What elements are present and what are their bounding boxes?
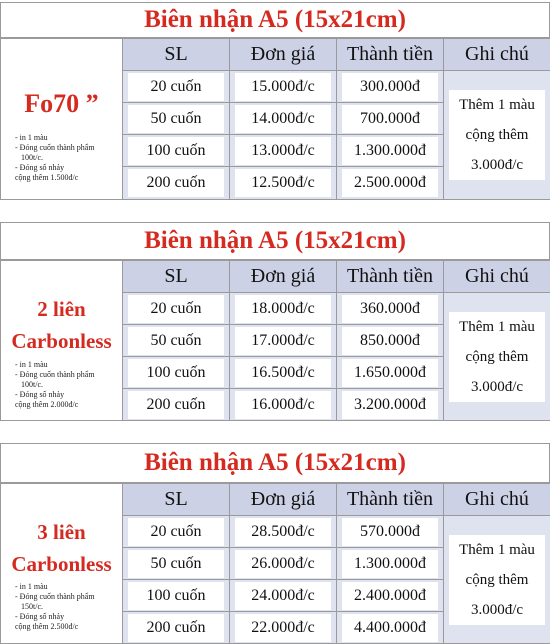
ghi-chu-text	[449, 90, 545, 180]
section-title: Biên nhận A5 (15x21cm)	[0, 443, 550, 483]
product-name-line: Carbonless	[1, 548, 122, 580]
ghi-chu-text	[449, 535, 545, 625]
row-sl: 200 cuốn	[123, 389, 230, 421]
product-name	[1, 89, 122, 119]
ghi-chu-cell	[444, 293, 550, 421]
price-table	[0, 38, 550, 200]
row-thanh-tien: 4.400.000đ	[337, 612, 444, 644]
header-thanh-tien: Thành tiền	[337, 39, 444, 71]
header-sl: SL	[123, 484, 230, 516]
row-sl: 100 cuốn	[123, 580, 230, 612]
note-line: 100t/c.	[15, 153, 95, 163]
row-thanh-tien: 570.000đ	[337, 516, 444, 548]
note-line: - Đóng số nhảy	[15, 163, 95, 173]
product-name-line: Carbonless	[1, 325, 122, 357]
product-cell	[1, 484, 123, 644]
header-don-gia: Đơn giá	[230, 261, 337, 293]
row-sl: 200 cuốn	[123, 612, 230, 644]
note-line: 150t/c.	[15, 602, 95, 612]
row-sl: 200 cuốn	[123, 167, 230, 200]
header-sl: SL	[123, 261, 230, 293]
ghi-chu-cell	[444, 516, 550, 644]
note-line: - Đóng cuốn thành phẩm	[15, 370, 95, 380]
ghi-chu-line: Thêm 1 màu	[449, 312, 545, 342]
note-line: - Đóng cuốn thành phẩm	[15, 592, 95, 602]
row-sl: 20 cuốn	[123, 516, 230, 548]
note-line: - Đóng số nhảy	[15, 612, 95, 622]
header-ghi-chu: Ghi chú	[444, 261, 550, 293]
header-don-gia: Đơn giá	[230, 39, 337, 71]
section-title: Biên nhận A5 (15x21cm)	[0, 2, 550, 38]
note-line: - Đóng cuốn thành phẩm	[15, 143, 95, 153]
product-name-line: Fo70 ”	[24, 89, 98, 118]
product-notes	[15, 582, 95, 632]
row-don-gia: 16.500đ/c	[230, 357, 337, 389]
row-don-gia: 15.000đ/c	[230, 71, 337, 103]
product-notes	[15, 133, 95, 183]
ghi-chu-line: Thêm 1 màu	[449, 535, 545, 565]
row-sl: 50 cuốn	[123, 548, 230, 580]
price-table	[0, 483, 550, 644]
ghi-chu-line: cộng thêm	[449, 120, 545, 150]
row-thanh-tien: 1.650.000đ	[337, 357, 444, 389]
note-line: - in 1 màu	[15, 582, 95, 592]
row-thanh-tien: 1.300.000đ	[337, 135, 444, 167]
row-sl: 50 cuốn	[123, 325, 230, 357]
row-thanh-tien: 3.200.000đ	[337, 389, 444, 421]
row-don-gia: 13.000đ/c	[230, 135, 337, 167]
product-cell	[1, 261, 123, 421]
header-thanh-tien: Thành tiền	[337, 484, 444, 516]
note-line: - in 1 màu	[15, 360, 95, 370]
note-line: - Đóng số nhảy	[15, 390, 95, 400]
ghi-chu-text	[449, 312, 545, 402]
row-thanh-tien: 1.300.000đ	[337, 548, 444, 580]
row-thanh-tien: 2.400.000đ	[337, 580, 444, 612]
row-don-gia: 26.000đ/c	[230, 548, 337, 580]
ghi-chu-line: 3.000đ/c	[449, 595, 545, 625]
row-sl: 50 cuốn	[123, 103, 230, 135]
note-line: cộng thêm 2.000đ/c	[15, 400, 95, 410]
row-thanh-tien: 850.000đ	[337, 325, 444, 357]
ghi-chu-cell	[444, 71, 550, 200]
row-don-gia: 16.000đ/c	[230, 389, 337, 421]
row-sl: 20 cuốn	[123, 71, 230, 103]
row-don-gia: 28.500đ/c	[230, 516, 337, 548]
ghi-chu-line: cộng thêm	[449, 342, 545, 372]
product-name	[1, 293, 122, 357]
note-line: cộng thêm 2.500đ/c	[15, 622, 95, 632]
row-don-gia: 18.000đ/c	[230, 293, 337, 325]
ghi-chu-line: 3.000đ/c	[449, 150, 545, 180]
note-line: - in 1 màu	[15, 133, 95, 143]
header-thanh-tien: Thành tiền	[337, 261, 444, 293]
row-thanh-tien: 300.000đ	[337, 71, 444, 103]
row-don-gia: 12.500đ/c	[230, 167, 337, 200]
product-cell	[1, 39, 123, 200]
header-sl: SL	[123, 39, 230, 71]
note-line: cộng thêm 1.500đ/c	[15, 173, 95, 183]
price-table	[0, 260, 550, 421]
row-don-gia: 22.000đ/c	[230, 612, 337, 644]
header-don-gia: Đơn giá	[230, 484, 337, 516]
row-don-gia: 14.000đ/c	[230, 103, 337, 135]
product-notes	[15, 360, 95, 410]
row-sl: 20 cuốn	[123, 293, 230, 325]
product-name	[1, 516, 122, 580]
header-ghi-chu: Ghi chú	[444, 484, 550, 516]
product-name-line: 3 liên	[1, 516, 122, 548]
row-don-gia: 24.000đ/c	[230, 580, 337, 612]
ghi-chu-line: Thêm 1 màu	[449, 90, 545, 120]
row-thanh-tien: 700.000đ	[337, 103, 444, 135]
header-ghi-chu: Ghi chú	[444, 39, 550, 71]
row-sl: 100 cuốn	[123, 357, 230, 389]
note-line: 100t/c.	[15, 380, 95, 390]
ghi-chu-line: 3.000đ/c	[449, 372, 545, 402]
section-title: Biên nhận A5 (15x21cm)	[0, 222, 550, 260]
row-thanh-tien: 360.000đ	[337, 293, 444, 325]
row-don-gia: 17.000đ/c	[230, 325, 337, 357]
ghi-chu-line: cộng thêm	[449, 565, 545, 595]
row-thanh-tien: 2.500.000đ	[337, 167, 444, 200]
product-name-line: 2 liên	[1, 293, 122, 325]
row-sl: 100 cuốn	[123, 135, 230, 167]
